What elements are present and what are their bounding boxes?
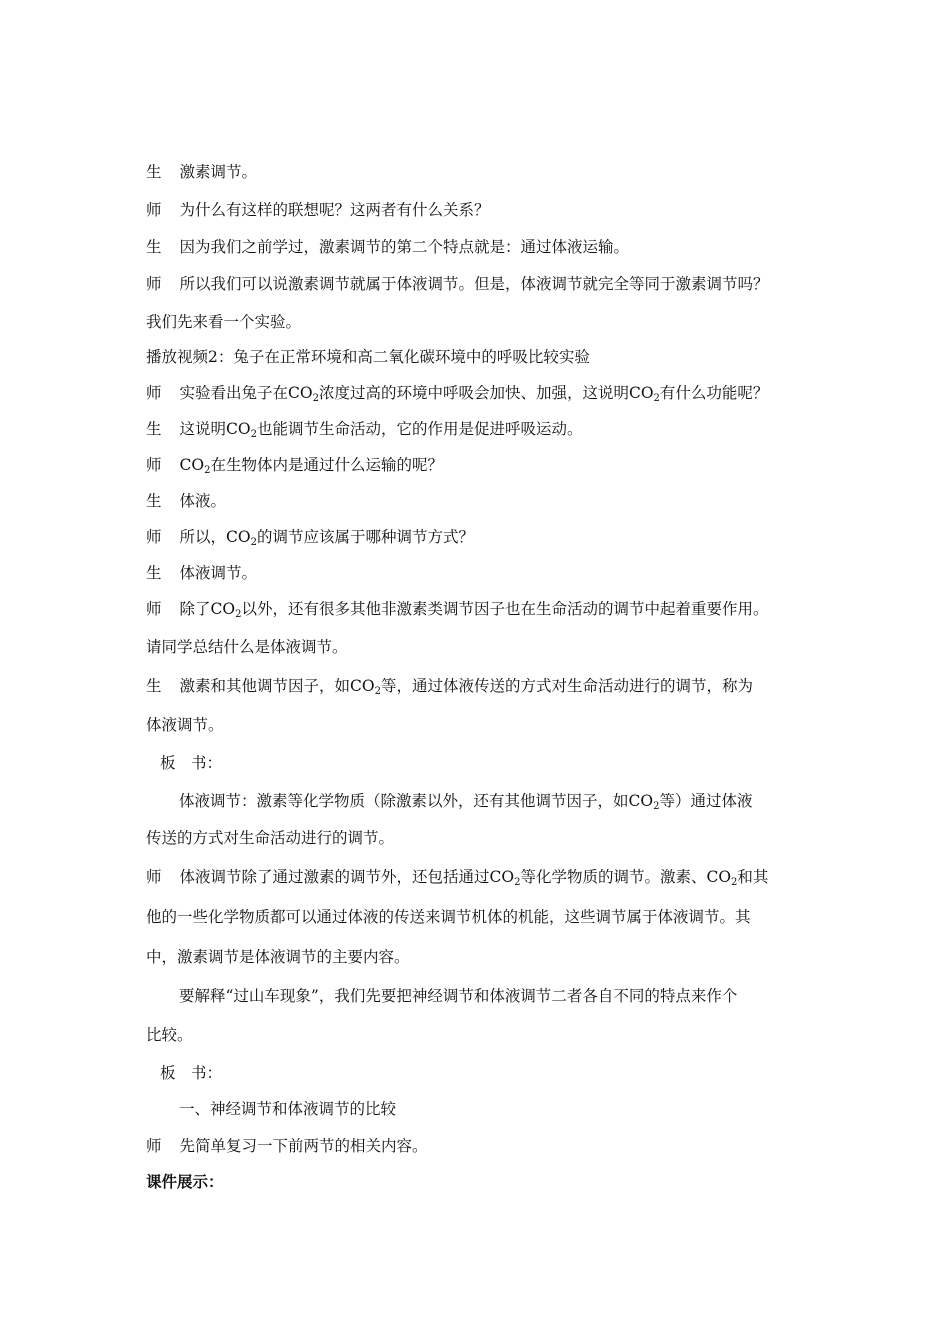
subscript: 2 (731, 877, 738, 888)
line-text: 体液。 (179, 492, 227, 510)
speaker-label: 生 (146, 420, 162, 438)
line-text: 所以，CO (179, 528, 251, 546)
speaker-label: 师 (146, 275, 162, 293)
dialogue-line (146, 598, 768, 620)
line-text: 要解释“过山车现象”，我们先要把神经调节和体液调节二者各自不同的特点来作个 (179, 987, 738, 1005)
subscript: 2 (235, 609, 242, 620)
dialogue-line (146, 866, 768, 888)
line-text: 浓度过高的环境中呼吸会加快、加强，这说明CO (318, 384, 654, 402)
line-text: CO (179, 456, 205, 474)
line-text: 播放视频2：兔子在正常环境和高二氧化碳环境中的呼吸比较实验 (146, 348, 590, 366)
line-text: 请同学总结什么是体液调节。 (146, 638, 348, 656)
line-text: 等，通过体液传送的方式对生命活动进行的调节，称为 (380, 677, 753, 695)
text-line (146, 346, 590, 368)
dialogue-line (146, 382, 768, 404)
text-line (179, 985, 737, 1007)
subscript: 2 (250, 537, 257, 548)
text-line (146, 906, 751, 928)
speaker-label: 生 (146, 238, 162, 256)
line-text: 比较。 (146, 1026, 193, 1044)
subscript: 2 (374, 686, 381, 697)
line-text: 板 书： (160, 1064, 223, 1082)
speaker-label: 师 (146, 600, 162, 618)
speaker-label: 师 (146, 456, 162, 474)
speaker-label: 师 (146, 201, 162, 219)
text-line (146, 636, 348, 658)
speaker-label: 生 (146, 564, 162, 582)
line-text: 有什么功能呢？ (659, 384, 769, 402)
line-text: 激素和其他调节因子，如CO (179, 677, 375, 695)
speaker-label: 生 (146, 677, 162, 695)
line-text: 先简单复习一下前两节的相关内容。 (179, 1137, 428, 1155)
line-text: 以外，还有很多其他非激素类调节因子也在生命活动的调节中起着重要作用。 (241, 600, 769, 618)
line-text: 的调节应该属于哪种调节方式？ (256, 528, 474, 546)
dialogue-line (146, 526, 474, 548)
speaker-label: 师 (146, 528, 162, 546)
line-text: 除了CO (179, 600, 236, 618)
speaker-label: 师 (146, 384, 162, 402)
line-text: 为什么有这样的联想呢？这两者有什么关系？ (179, 201, 490, 219)
line-text: 一、神经调节和体液调节的比较 (179, 1100, 397, 1118)
subscript: 2 (514, 877, 521, 888)
line-text: 我们先来看一个实验。 (146, 313, 302, 331)
line-text: 因为我们之前学过，激素调节的第二个特点就是：通过体液运输。 (179, 238, 630, 256)
dialogue-line (146, 454, 443, 476)
line-text: 等化学物质的调节。激素、CO (520, 868, 732, 886)
line-text: 体液调节。 (146, 716, 224, 734)
line-text: 板 书： (160, 754, 223, 772)
dialogue-line (146, 675, 753, 697)
text-line (146, 946, 410, 968)
subscript: 2 (653, 801, 660, 812)
subscript: 2 (653, 393, 660, 404)
subscript: 2 (250, 429, 257, 440)
text-line (146, 1024, 193, 1046)
line-text: 体液调节除了通过激素的调节外，还包括通过CO (179, 868, 515, 886)
speaker-label: 生 (146, 163, 162, 181)
line-text: 和其 (737, 868, 769, 886)
line-text: 课件展示： (146, 1173, 224, 1191)
line-text: 所以我们可以说激素调节就属于体液调节。但是，体液调节就完全等同于激素调节吗？ (179, 275, 769, 293)
line-text: 中，激素调节是体液调节的主要内容。 (146, 948, 410, 966)
line-text: 他的一些化学物质都可以通过体液的传送来调节机体的机能，这些调节属于体液调节。其 (146, 908, 751, 926)
line-text: 实验看出兔子在CO (179, 384, 313, 402)
line-text: 等）通过体液 (659, 792, 753, 810)
dialogue-line (146, 490, 226, 512)
dialogue-line (146, 273, 769, 295)
subscript: 2 (204, 465, 211, 476)
line-text: 体液调节：激素等化学物质（除激素以外，还有其他调节因子，如CO (179, 792, 654, 810)
dialogue-line (146, 161, 257, 183)
subscript: 2 (312, 393, 319, 404)
text-line (146, 827, 394, 849)
line-text: 激素调节。 (179, 163, 258, 181)
dialogue-line (146, 236, 629, 258)
line-text: 也能调节生命活动，它的作用是促进呼吸运动。 (256, 420, 583, 438)
speaker-label: 生 (146, 492, 162, 510)
dialogue-line (146, 1135, 428, 1157)
line-text: 在生物体内是通过什么运输的呢？ (210, 456, 443, 474)
board-heading (160, 752, 222, 774)
section-heading (179, 1098, 396, 1120)
speaker-label: 师 (146, 1137, 162, 1155)
line-text: 这说明CO (179, 420, 251, 438)
text-line (146, 714, 224, 736)
speaker-label: 师 (146, 868, 162, 886)
text-line (146, 311, 301, 333)
courseware-heading (146, 1171, 224, 1193)
board-heading (160, 1062, 222, 1084)
board-content-line (179, 790, 752, 812)
line-text: 传送的方式对生命活动进行的调节。 (146, 829, 395, 847)
line-text: 体液调节。 (179, 564, 258, 582)
dialogue-line (146, 562, 257, 584)
dialogue-line (146, 418, 582, 440)
dialogue-line (146, 199, 490, 221)
